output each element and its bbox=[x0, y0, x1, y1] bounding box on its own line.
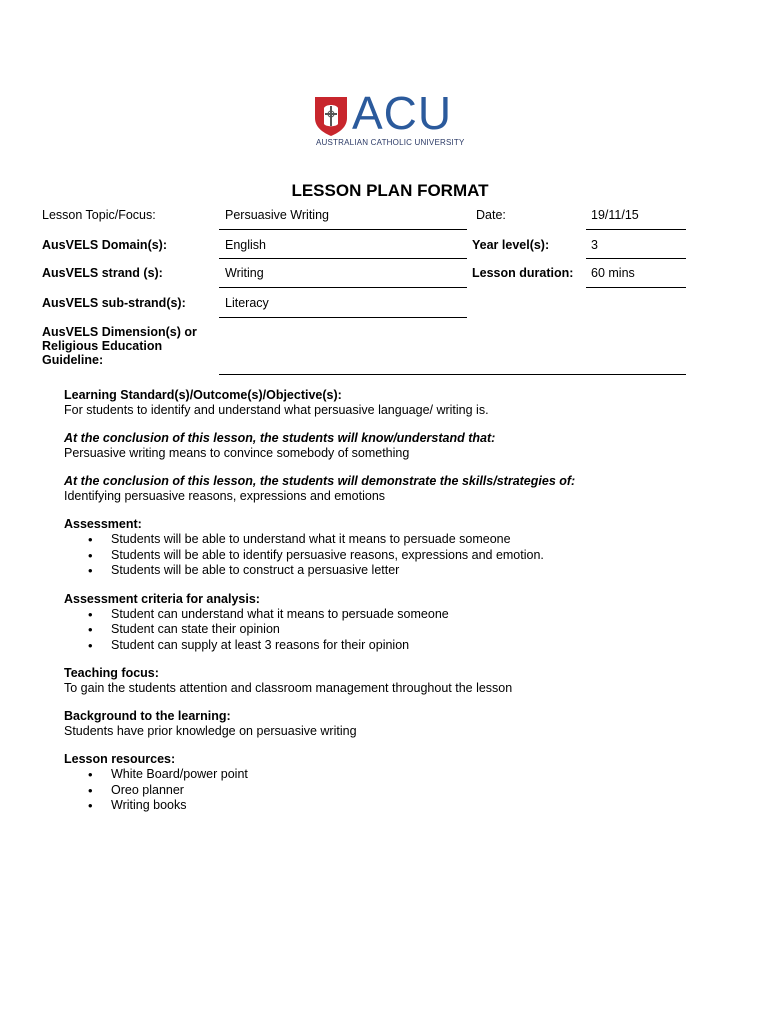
list-item: • Oreo planner bbox=[64, 783, 724, 799]
assessment-section bbox=[64, 517, 724, 579]
resources-heading: Lesson resources: bbox=[64, 752, 176, 766]
substrand-underline bbox=[219, 317, 467, 318]
duration-label: Lesson duration: bbox=[472, 266, 574, 280]
learning-section bbox=[64, 388, 724, 418]
criteria-section bbox=[64, 592, 724, 654]
dimension-label-line-1: AusVELS Dimension(s) or bbox=[42, 325, 197, 339]
duration-underline bbox=[586, 287, 686, 288]
year-value: 3 bbox=[591, 238, 598, 252]
substrand-label: AusVELS sub-strand(s): bbox=[42, 296, 186, 310]
list-item: • Students will be able to understand what it means to persuade someone bbox=[64, 532, 724, 548]
list-item: • Student can understand what it means to persuade someone bbox=[64, 607, 724, 623]
date-label: Date: bbox=[476, 208, 506, 222]
skills-heading: At the conclusion of this lesson, the students will demonstrate the skills/strategies of: bbox=[64, 474, 576, 488]
list-item: • Students will be able to construct a persuasive letter bbox=[64, 563, 724, 579]
strand-value: Writing bbox=[225, 266, 264, 280]
resources-section bbox=[64, 752, 724, 814]
list-item: • Writing books bbox=[64, 798, 724, 814]
know-section bbox=[64, 431, 724, 461]
dimension-underline bbox=[219, 374, 686, 375]
criteria-list bbox=[64, 607, 724, 654]
acu-logo bbox=[314, 87, 465, 152]
list-item: • White Board/power point bbox=[64, 767, 724, 783]
background-heading: Background to the learning: bbox=[64, 709, 231, 723]
list-item: • Students will be able to identify persuasive reasons, expressions and emotion. bbox=[64, 548, 724, 564]
resources-list bbox=[64, 767, 724, 814]
focus-text: To gain the students attention and classroom management throughout the lesson bbox=[64, 681, 513, 695]
assessment-heading: Assessment: bbox=[64, 517, 142, 531]
year-underline bbox=[586, 258, 686, 259]
domain-label: AusVELS Domain(s): bbox=[42, 238, 168, 252]
list-item: • Student can state their opinion bbox=[64, 622, 724, 638]
skills-section bbox=[64, 474, 724, 504]
substrand-value: Literacy bbox=[225, 296, 269, 310]
focus-heading: Teaching focus: bbox=[64, 666, 159, 680]
background-text: Students have prior knowledge on persuasive writing bbox=[64, 724, 357, 738]
lesson-body bbox=[64, 388, 724, 827]
year-label: Year level(s): bbox=[472, 238, 550, 252]
logo-wordmark: ACU bbox=[352, 87, 453, 139]
learning-heading: Learning Standard(s)/Outcome(s)/Objective(s): bbox=[64, 388, 342, 402]
know-heading: At the conclusion of this lesson, the students will know/understand that: bbox=[64, 431, 496, 445]
logo-subtitle: AUSTRALIAN CATHOLIC UNIVERSITY bbox=[316, 138, 465, 147]
dimension-label-line-3: Guideline: bbox=[42, 353, 104, 367]
dimension-label-line-2: Religious Education bbox=[42, 339, 163, 353]
topic-value: Persuasive Writing bbox=[225, 208, 329, 222]
crest-icon bbox=[314, 96, 348, 136]
assessment-list bbox=[64, 532, 724, 579]
date-underline bbox=[586, 229, 686, 230]
background-section bbox=[64, 709, 724, 739]
list-item: • Student can supply at least 3 reasons for their opinion bbox=[64, 638, 724, 654]
strand-label: AusVELS strand (s): bbox=[42, 266, 163, 280]
dimension-label bbox=[42, 325, 197, 367]
topic-label: Lesson Topic/Focus: bbox=[42, 208, 156, 222]
duration-value: 60 mins bbox=[591, 266, 635, 280]
domain-value: English bbox=[225, 238, 266, 252]
strand-underline bbox=[219, 287, 467, 288]
know-text: Persuasive writing means to convince somebody of something bbox=[64, 446, 410, 460]
criteria-heading: Assessment criteria for analysis: bbox=[64, 591, 260, 606]
date-value: 19/11/15 bbox=[591, 208, 639, 222]
domain-underline bbox=[219, 258, 467, 259]
page-title: LESSON PLAN FORMAT bbox=[291, 181, 489, 200]
focus-section bbox=[64, 666, 724, 696]
skills-text: Identifying persuasive reasons, expressions and emotions bbox=[64, 489, 386, 503]
topic-underline bbox=[219, 229, 467, 230]
learning-text: For students to identify and understand what persuasive language/ writing is. bbox=[64, 403, 489, 417]
